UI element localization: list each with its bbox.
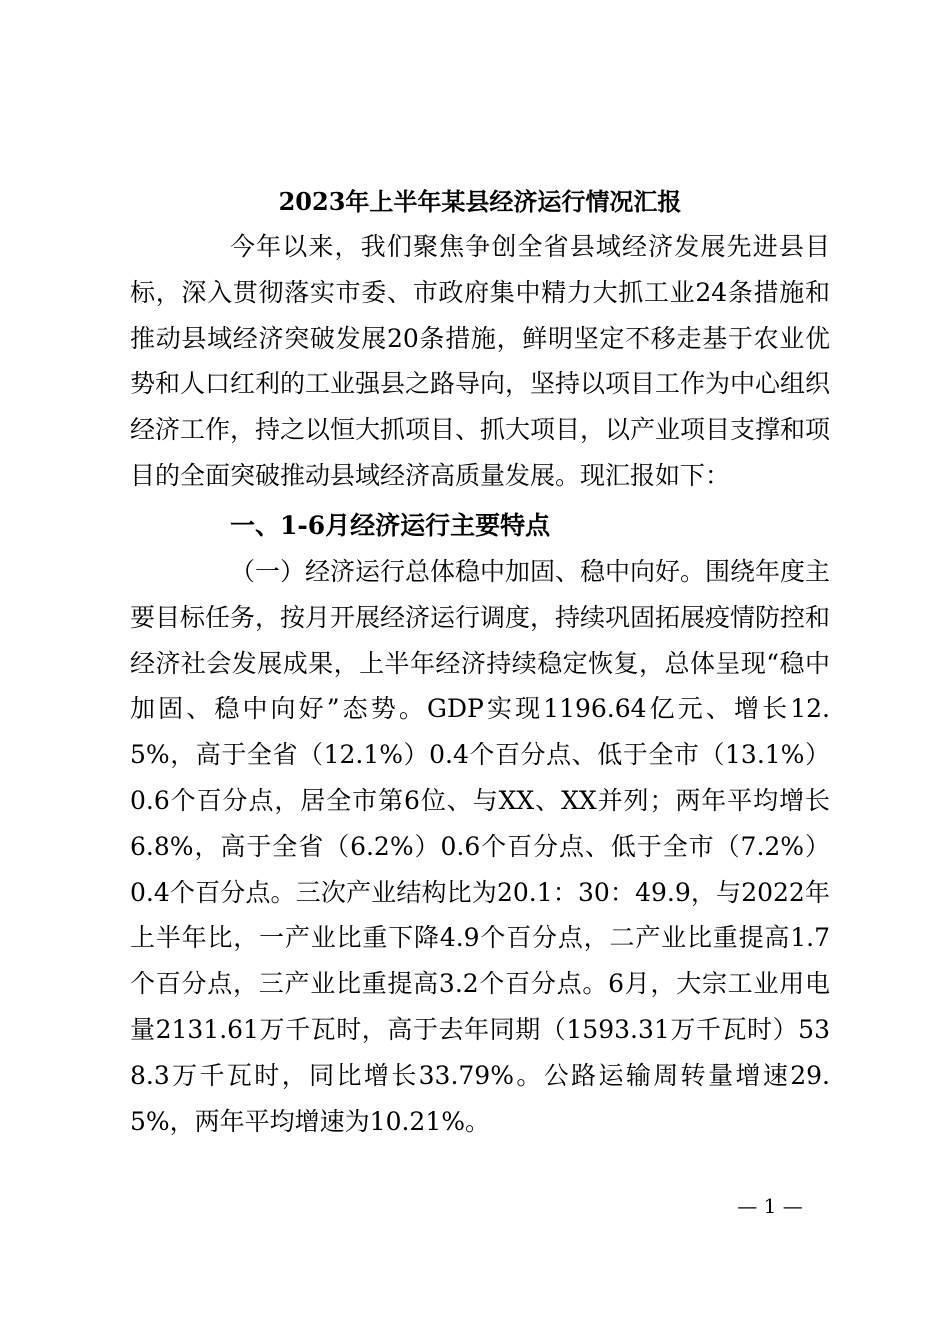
section-heading: 一、1-6月经济运行主要特点 [230,511,551,540]
document-title: 2023年上半年某县经济运行情况汇报 [278,187,682,216]
intro-paragraph: 今年以来，我们聚焦争创全省县域经济发展先进县目标，深入贯彻落实市委、市政府集中精力大抓工业24条措施和推动县域经济突破发展20条措施，鲜明坚定不移走基于农业优势和人口红利的工业强县之路导向，坚持以项目工作为中心组织经济工作，持之以恒大抓项目、抓大项目，以产业项目支撑和项目的全面突破推动县域经济高质量发展。现汇报如下： [130,232,831,490]
page-number: — 1 — [737,1194,803,1218]
subsection-paragraph: （一）经济运行总体稳中加固、稳中向好。围绕年度主要目标任务，按月开展经济运行调度，持续巩固拓展疫情防控和经济社会发展成果，上半年经济持续稳定恢复，总体呈现“稳中加固、稳中向好”态势。GDP实现1196.64亿元、增长12.5%，高于全省（12.1%）0.4个百分点、低于全市（13.1%）0.6个百分点，居全市第6位、与XX、XX并列；两年平均增长6.8%，高于全省（6.2%）0.6个百分点、低于全市（7.2%）0.4个百分点。三次产业结构比为20.1：30：49.9，与2022年上半年比，一产业比重下降4.9个百分点，二产业比重提高1.7个百分点，三产业比重提高3.2个百分点。6月，大宗工业用电量2131.61万千瓦时，高于去年同期（1593.31万千瓦时）538.3万千瓦时，同比增长33.79%。公路运输周转量增速29.5%，两年平均增速为10.21%。 [130,557,831,1136]
